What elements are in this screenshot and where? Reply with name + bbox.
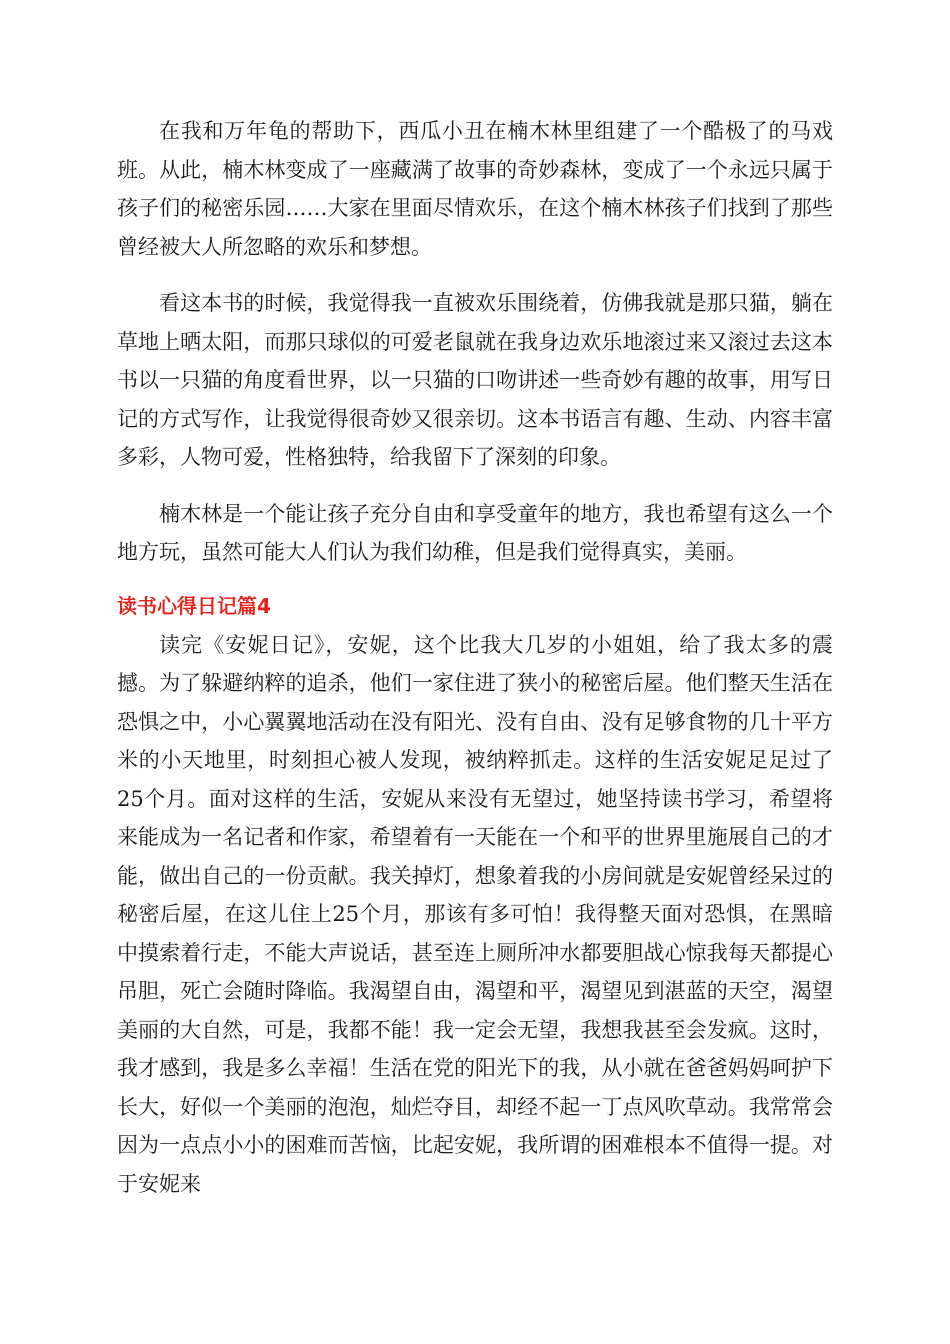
paragraph-circus: 在我和万年龟的帮助下，西瓜小丑在楠木林里组建了一个酷极了的马戏班。从此，楠木林变成了一座藏满了故事的奇妙森林，变成了一个永远只属于孩子们的秘密乐园……大家在里面尽情欢乐，在这个楠木林孩子们找到了那些曾经被大人所忽略的欢乐和梦想。 (117, 119, 833, 259)
paragraph-nanmu-forest: 楠木林是一个能让孩子充分自由和享受童年的地方，我也希望有这么一个地方玩，虽然可能大人们认为我们幼稚，但是我们觉得真实，美丽。 (117, 501, 833, 564)
paragraph-book-review: 看这本书的时候，我觉得我一直被欢乐围绕着，仿佛我就是那只猫，躺在草地上晒太阳，而那只球似的可爱老鼠就在我身边欢乐地滚过来又滚过去这本书以一只猫的角度看世界，以一只猫的口吻讲述一些奇妙有趣的故事，用写日记的方式写作，让我觉得很奇妙又很亲切。这本书语言有趣、生动、内容丰富多彩，人物可爱，性格独特，给我留下了深刻的印象。 (117, 291, 833, 469)
paragraph-anne-diary: 读完《安妮日记》，安妮，这个比我大几岁的小姐姐，给了我太多的震撼。为了躲避纳粹的追杀，他们一家住进了狭小的秘密后屋。他们整天生活在恐惧之中，小心翼翼地活动在没有阳光、没有自由、没有足够食物的几十平方米的小天地里，时刻担心被人发现，被纳粹抓走。这样的生活安妮足足过了25个月。面对这样的生活，安妮从来没有无望过，她坚持读书学习，希望将来能成为一名记者和作家，希望着有一天能在一个和平的世界里施展自己的才能，做出自己的一份贡献。我关掉灯，想象着我的小房间就是安妮曾经呆过的秘密后屋，在这儿住上25个月，那该有多可怕！我得整天面对恐惧，在黑暗中摸索着行走，不能大声说话，甚至连上厕所冲水都要胆战心惊我每天都提心吊胆，死亡会随时降临。我渴望自由，渴望和平，渴望见到湛蓝的天空，渴望美丽的大自然，可是，我都不能！我一定会无望，我想我甚至会发疯。这时，我才感到，我是多么幸福！生活在党的阳光下的我，从小就在爸爸妈妈呵护下长大，好似一个美丽的泡泡，灿烂夺目，却经不起一丁点风吹草动。我常常会因为一点点小小的困难而苦恼，比起安妮，我所谓的困难根本不值得一提。对于安妮来 (117, 632, 833, 1196)
section-heading: 读书心得日记篇4 (117, 593, 271, 618)
document-page (117, 112, 833, 1203)
